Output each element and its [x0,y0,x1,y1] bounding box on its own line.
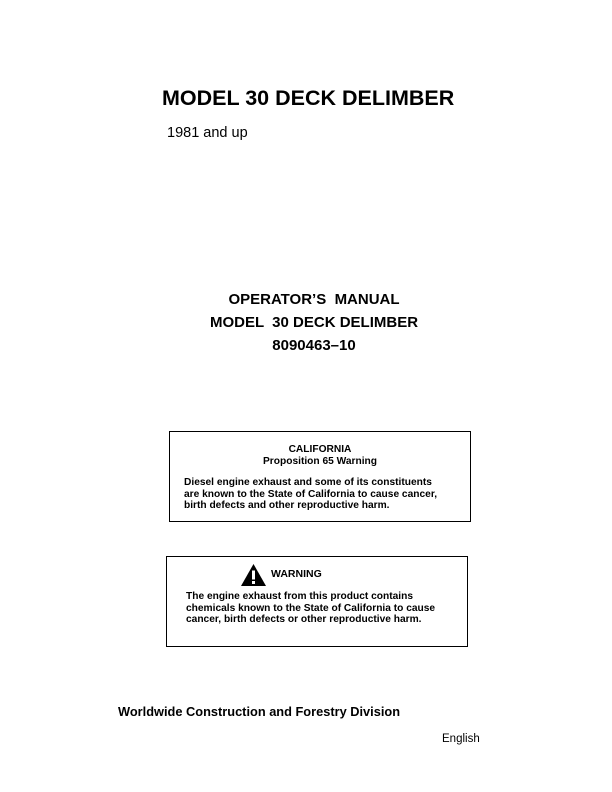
division-footer: Worldwide Construction and Forestry Division [118,704,401,719]
warning-box-body [186,591,461,626]
california-text-line: are known to the State of California to cause cancer, [184,488,438,500]
warning-text-line: cancer, birth defects or other reproductive harm. [186,614,422,625]
warning-heading: WARNING [271,568,322,581]
california-text-line: Diesel engine exhaust and some of its constituents [184,477,432,488]
warning-header [240,563,322,587]
california-text-line: birth defects and other reproductive harm. [184,500,390,511]
warning-text-line: chemicals known to the State of California to cause [186,602,436,614]
document-title: MODEL 30 DECK DELIMBER [162,86,455,110]
manual-part-number: 8090463–10 [272,337,356,354]
california-prop65-box [169,431,471,522]
manual-title-block [0,288,612,357]
language-label: English [442,733,480,745]
california-box-header [170,444,470,467]
california-box-body [184,477,464,512]
document-subtitle: 1981 and up [167,125,248,141]
manual-type: OPERATOR’S MANUAL [228,291,400,308]
warning-triangle-icon [240,563,267,587]
manual-model: MODEL 30 DECK DELIMBER [209,314,419,331]
california-heading: CALIFORNIA [288,444,352,455]
warning-text-line: The engine exhaust from this product contains [186,591,413,602]
proposition-heading: Proposition 65 Warning [263,455,377,467]
warning-box [166,556,468,647]
